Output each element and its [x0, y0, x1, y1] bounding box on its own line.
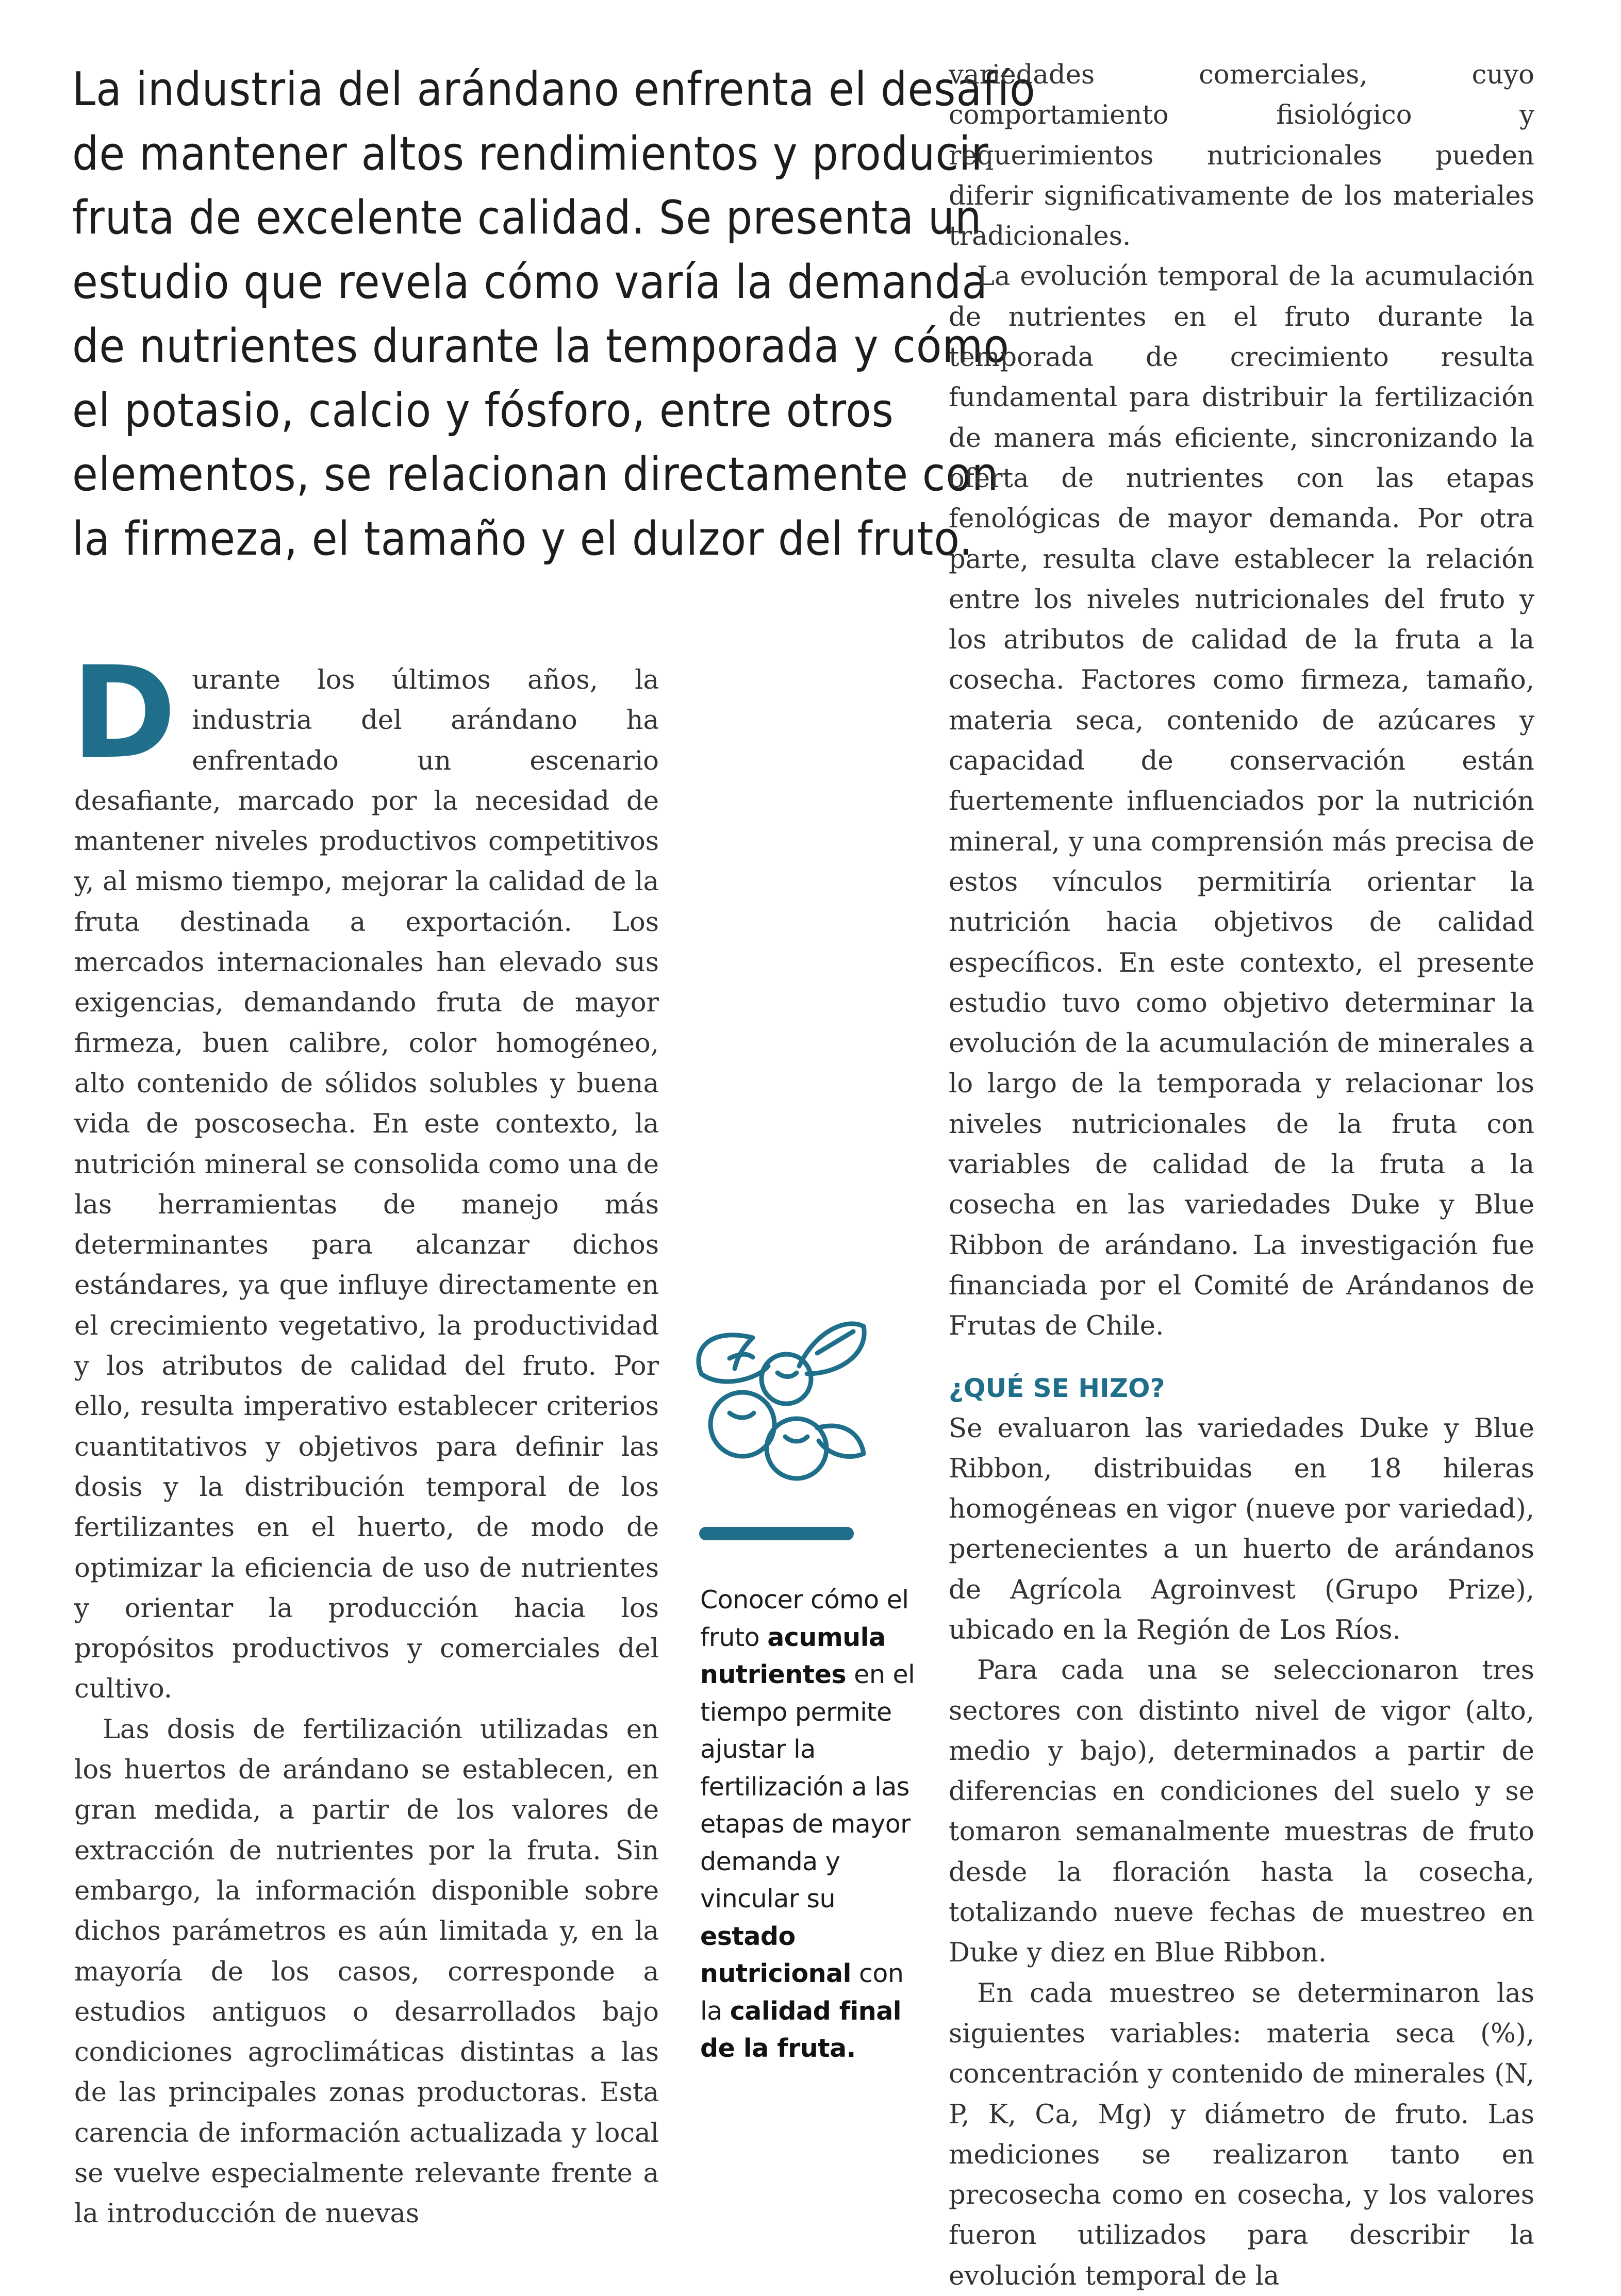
pull-quote-text: con la [700, 1959, 904, 2026]
right-column [949, 55, 1534, 2296]
lead-line: elementos, se relacionan directamente con [72, 447, 999, 502]
pull-quote-text: en el tiempo permite ajustar la fertilización a las etapas de mayor demanda y vincular su [700, 1660, 915, 1914]
section-heading: ¿QUÉ SE HIZO? [949, 1373, 1165, 1403]
accent-divider [699, 1527, 854, 1540]
blueberry-leaves-icon [691, 1317, 882, 1487]
body-paragraph: Para cada una se seleccionaron tres sectores con distinto nivel de vigor (alto, medio y bajo), determinados a partir de diferencias en condiciones del suelo y se tomaron semanalmente muestras de fruto desde la floración hasta la cosecha, totalizando nueve fechas de muestreo en Duke y diez en Blue Ribbon. [949, 1655, 1534, 1969]
pull-quote-emphasis: acumula nutrientes [700, 1622, 886, 1689]
left-column [71, 640, 659, 2234]
intro-paragraph [71, 640, 659, 1709]
pull-quote-text: Conocer cómo el fruto [700, 1585, 909, 1652]
lead-summary [72, 58, 1036, 571]
lead-line: fruta de excelente calidad. Se presenta un [72, 191, 982, 245]
lead-line: el potasio, calcio y fósforo, entre otros [72, 383, 894, 438]
lead-line: la firmeza, el tamaño y el dulzor del fruto. [72, 511, 973, 566]
body-paragraph: Las dosis de fertilización utilizadas en los huertos de arándano se establecen, en gran medida, a partir de los valores de extracción de nutrientes por la fruta. Sin embargo, la información disponible sobre dichos parámetros es aún limitada y, en la mayoría de los casos, corresponde a estudios antiguos o desarrollados bajo condiciones agroclimáticas distintas a las de las principales zonas productoras. Esta carencia de información actualizada y local se vuelve especialmente relevante frente a la introducción de nuevas [74, 1713, 659, 2230]
intro-paragraph-text: urante los últimos años, la industria del arándano ha enfrentado un escenario desafiante, marcado por la necesidad de mantener niveles productivos competitivos y, al mismo tiempo, mejorar la calidad de la fruta destinada a exportación. Los mercados internacionales han elevado sus exigencias, demandando fruta de mayor firmeza, buen calibre, color homogéneo, alto contenido de sólidos solubles y buena vida de poscosecha. En este contexto, la nutrición mineral se consolida como una de las herramientas de manejo más determinantes para alcanzar dichos estándares, ya que influye directamente en el crecimiento vegetativo, la productividad y los atributos de calidad del fruto. Por ello, resulta imperativo establecer criterios cuantitativos y objetivos para definir las dosis y la distribución temporal de los fertilizantes en el huerto, de modo de optimizar la eficiencia de uso de nutrientes y orientar la producción hacia los propósitos productivos y comerciales del cultivo. [74, 664, 659, 1705]
pull-quote-emphasis: estado nutricional [700, 1921, 851, 1988]
lead-line: estudio que revela cómo varía la demanda [72, 255, 988, 309]
lead-line: de mantener altos rendimientos y producir [72, 126, 989, 181]
drop-cap: D [71, 640, 177, 787]
body-paragraph: Se evaluaron las variedades Duke y Blue Ribbon, distribuidas en 18 hileras homogéneas en vigor (nueve por variedad), pertenecientes a un huerto de arándanos de Agrícola Agroinvest (Grupo Prize), ubicado en la Región de Los Ríos. [949, 1412, 1534, 1645]
body-paragraph: En cada muestreo se determinaron las siguientes variables: materia seca (%), concentración y contenido de minerales (N, P, K, Ca, Mg) y diámetro de fruto. Las mediciones se realizaron tanto en precosecha como en cosecha, y los valores fueron utilizados para describir la evolución temporal de la [949, 1977, 1534, 2291]
body-paragraph: variedades comerciales, cuyo comportamiento fisiológico y requerimientos nutricionales pueden diferir significativamente de los materiales tradicionales. [949, 59, 1534, 252]
pull-quote [700, 1582, 917, 2068]
body-paragraph: La evolución temporal de la acumulación de nutrientes en el fruto durante la temporada de crecimiento resulta fundamental para distribuir la fertilización de manera más eficiente, sincronizando la oferta de nutrientes con las etapas fenológicas de mayor demanda. Por otra parte, resulta clave establecer la relación entre los niveles nutricionales del fruto y los atributos de calidad de la fruta a la cosecha. Factores como firmeza, tamaño, materia seca, contenido de azúcares y capacidad de conservación están fuertemente influenciados por la nutrición mineral, y una comprensión más precisa de estos vínculos permitiría orientar la nutrición hacia objetivos de calidad específicos. En este contexto, el presente estudio tuvo como objetivo determinar la evolución de la acumulación de minerales a lo largo de la temporada y relacionar los niveles nutricionales de la fruta con variables de calidad de la fruta a la cosecha en las variedades Duke y Blue Ribbon de arándano. La investigación fue financiada por el Comité de Arándanos de Frutas de Chile. [949, 261, 1534, 1342]
pull-quote-emphasis: calidad final de la fruta. [700, 1996, 902, 2063]
lead-line: de nutrientes durante la temporada y cómo [72, 319, 1010, 373]
lead-line: La industria del arándano enfrenta el desafío [72, 62, 1036, 117]
